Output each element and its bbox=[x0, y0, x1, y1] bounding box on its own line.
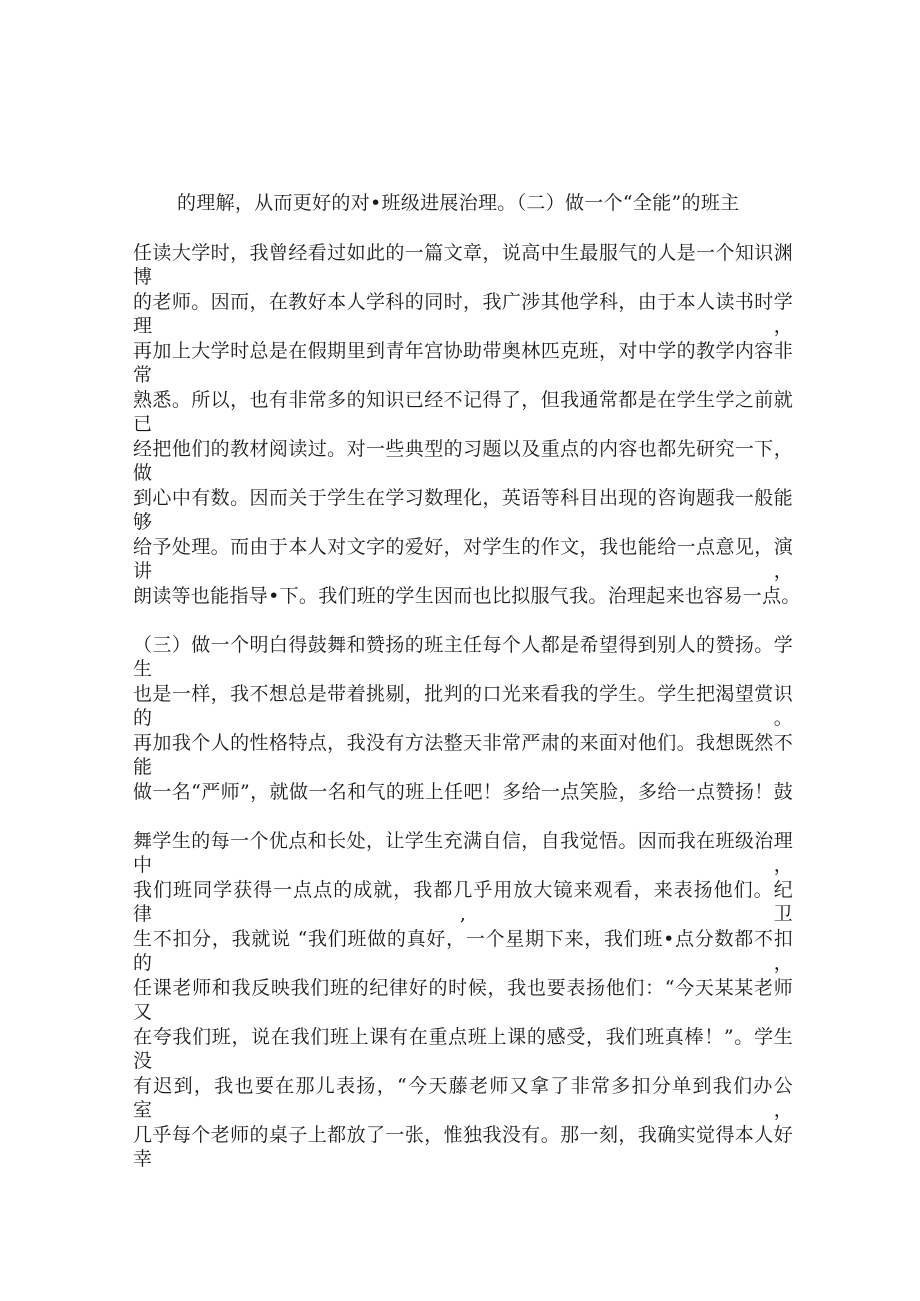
text-line-18: 在夸我们班，说在我们班上课有在重点班上课的感受，我们班真棒！”。学生没 bbox=[133, 1026, 793, 1072]
text-line-7: 到心中有数。因而关于学生在学习数理化，英语等科目出现的咨询题我一般能够 bbox=[133, 487, 793, 533]
text-line-4: 再加上大学时总是在假期里到青年宫协助带奥林匹克班，对中学的教学内容非常 bbox=[133, 340, 793, 386]
text-line-8: 给予处理。而由于本人对文字的爱好，对学生的作文，我也能给一点意见，演讲， bbox=[133, 536, 793, 582]
text-line-6: 经把他们的教材阅读过。对一些典型的习题以及重点的内容也都先研究一下，做 bbox=[133, 438, 793, 484]
text-line-1: 的理解，从而更好的对•班级进展治理。（二）做一个“全能”的班主 bbox=[177, 192, 740, 214]
text-line-14: 舞学生的每一个优点和长处，让学生充满自信，自我觉悟。因而我在班级治理中， bbox=[133, 830, 793, 876]
text-line-2: 任读大学时，我曾经看过如此的一篇文章，说高中生最服气的人是一个知识渊博 bbox=[133, 242, 793, 288]
text-line-5: 熟悉。所以，也有非常多的知识已经不记得了，但我通常都是在学生学之前就已 bbox=[133, 389, 793, 435]
text-line-12: 再加我个人的性格特点，我没有方法整天非常严肃的来面对他们。我想既然不能 bbox=[133, 732, 793, 778]
text-line-19: 有迟到，我也要在那儿表扬，“今天藤老师又拿了非常多扣分单到我们办公室， bbox=[133, 1075, 793, 1121]
text-line-9: 朗读等也能指导•下。我们班的学生因而也比拟服气我。治理起来也容易一点。 bbox=[133, 585, 801, 607]
text-line-10: （三）做一个明白得鼓舞和赞扬的班主任每个人都是希望得到别人的赞扬。学生 bbox=[133, 634, 793, 680]
text-line-17: 任课老师和我反映我们班的纪律好的时候，我也要表扬他们：“今天某某老师又 bbox=[133, 977, 793, 1023]
text-line-11: 也是一样，我不想总是带着挑剔，批判的口光来看我的学生。学生把渴望赏识的。 bbox=[133, 683, 793, 729]
text-line-16: 生不扣分，我就说 “我们班做的真好，一个星期下来，我们班•点分数都不扣的， bbox=[133, 928, 793, 974]
text-line-13: 做一名“严师”，就做一名和气的班上任吧！多给一点笑脸，多给一点赞扬！鼓 bbox=[133, 781, 793, 803]
text-line-20: 几乎每个老师的桌子上都放了一张，惟独我没有。那一刻，我确实觉得本人好幸 bbox=[133, 1124, 793, 1170]
text-line-15: 我们班同学获得一点点的成就，我都几乎用放大镜来观看，来表扬他们。纪律,卫 bbox=[133, 879, 793, 925]
text-line-3: 的老师。因而，在教好本人学科的同时，我广涉其他学科，由于本人读书时学理， bbox=[133, 291, 793, 337]
